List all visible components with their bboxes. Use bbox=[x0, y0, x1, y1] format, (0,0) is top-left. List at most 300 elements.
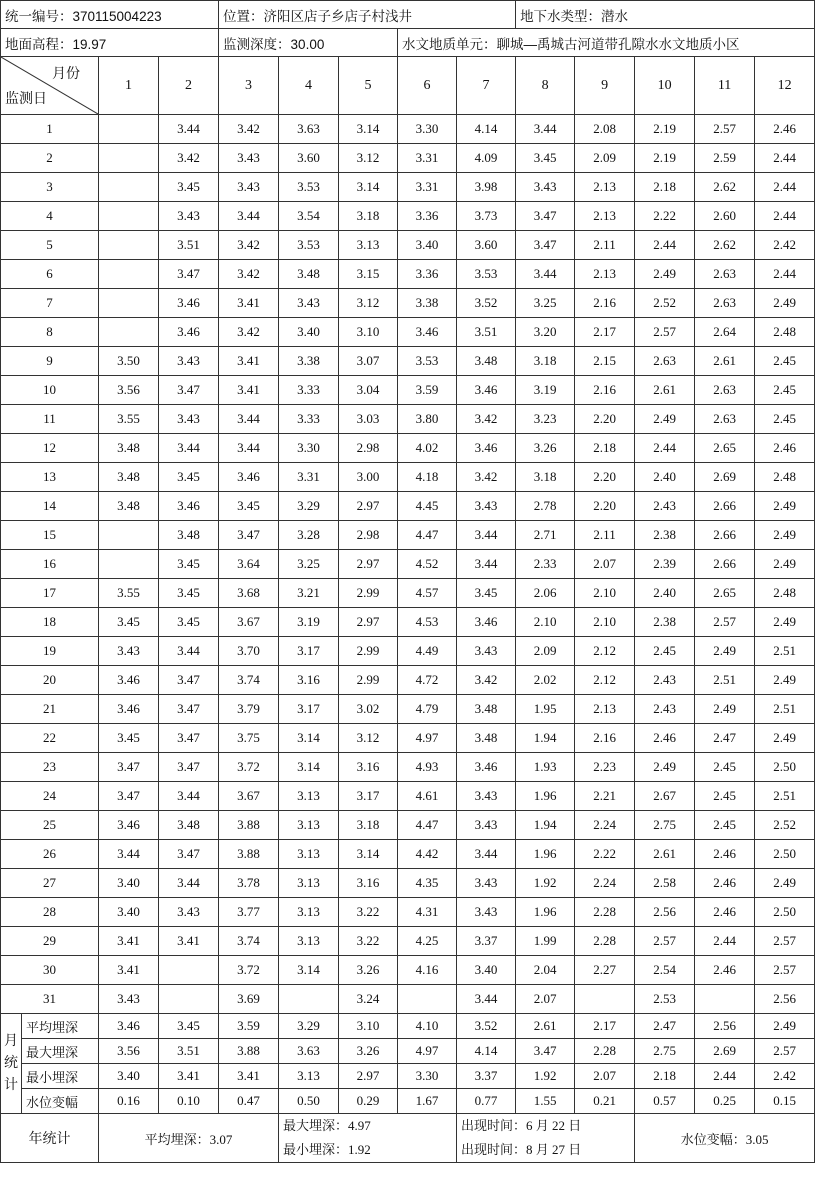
depth-cell: 1.94 bbox=[516, 724, 575, 753]
depth-cell: 2.65 bbox=[695, 434, 755, 463]
depth-cell: 2.49 bbox=[755, 608, 815, 637]
depth-cell: 1.93 bbox=[516, 753, 575, 782]
month-header-12: 12 bbox=[755, 57, 815, 115]
stat-cell: 4.97 bbox=[398, 1039, 457, 1064]
depth-cell: 2.49 bbox=[755, 289, 815, 318]
depth-cell: 2.51 bbox=[755, 637, 815, 666]
stat-cell: 0.25 bbox=[695, 1089, 755, 1114]
day-row bbox=[1, 695, 815, 724]
month-header-2: 2 bbox=[159, 57, 219, 115]
day-label: 15 bbox=[1, 521, 99, 550]
corner-month-label: 月份 bbox=[52, 67, 80, 82]
depth-cell bbox=[99, 173, 159, 202]
stat-cell: 0.16 bbox=[99, 1089, 159, 1114]
depth-cell: 3.30 bbox=[398, 115, 457, 144]
day-label: 28 bbox=[1, 898, 99, 927]
depth-cell: 2.45 bbox=[635, 637, 695, 666]
day-label: 6 bbox=[1, 260, 99, 289]
depth-cell: 3.43 bbox=[159, 898, 219, 927]
depth-cell: 2.39 bbox=[635, 550, 695, 579]
annual-stats-label: 年统计 bbox=[1, 1114, 99, 1163]
stat-cell: 2.07 bbox=[575, 1064, 635, 1089]
depth-cell: 2.43 bbox=[635, 666, 695, 695]
depth-cell: 3.74 bbox=[219, 927, 279, 956]
depth-cell: 3.45 bbox=[99, 724, 159, 753]
depth-cell: 4.93 bbox=[398, 753, 457, 782]
depth-cell: 3.41 bbox=[219, 376, 279, 405]
depth-cell: 2.98 bbox=[339, 434, 398, 463]
stat-cell: 3.30 bbox=[398, 1064, 457, 1089]
depth-cell: 3.45 bbox=[159, 608, 219, 637]
day-label: 9 bbox=[1, 347, 99, 376]
stat-cell: 3.41 bbox=[219, 1064, 279, 1089]
depth-cell: 3.47 bbox=[159, 753, 219, 782]
day-label: 14 bbox=[1, 492, 99, 521]
depth-cell: 3.47 bbox=[159, 376, 219, 405]
depth-cell: 2.45 bbox=[755, 376, 815, 405]
stat-cell: 3.10 bbox=[339, 1014, 398, 1039]
depth-cell: 3.46 bbox=[457, 608, 516, 637]
depth-cell: 3.48 bbox=[99, 434, 159, 463]
depth-cell bbox=[695, 985, 755, 1014]
depth-cell: 3.43 bbox=[457, 637, 516, 666]
month-header-5: 5 bbox=[339, 57, 398, 115]
depth-cell: 3.46 bbox=[219, 463, 279, 492]
depth-cell: 4.45 bbox=[398, 492, 457, 521]
stat-cell: 1.67 bbox=[398, 1089, 457, 1114]
day-row bbox=[1, 289, 815, 318]
depth-cell: 2.33 bbox=[516, 550, 575, 579]
depth-cell: 2.62 bbox=[695, 173, 755, 202]
depth-cell: 2.46 bbox=[695, 956, 755, 985]
depth-cell: 2.09 bbox=[516, 637, 575, 666]
stat-label: 平均埋深 bbox=[22, 1014, 99, 1039]
depth-cell: 3.68 bbox=[219, 579, 279, 608]
depth-cell: 3.51 bbox=[159, 231, 219, 260]
depth-cell: 2.13 bbox=[575, 202, 635, 231]
depth-cell: 2.61 bbox=[695, 347, 755, 376]
depth-cell: 2.49 bbox=[755, 521, 815, 550]
depth-cell: 2.46 bbox=[695, 840, 755, 869]
depth-cell: 2.63 bbox=[695, 260, 755, 289]
day-label: 18 bbox=[1, 608, 99, 637]
depth-cell: 2.45 bbox=[695, 811, 755, 840]
depth-cell: 3.60 bbox=[279, 144, 339, 173]
depth-cell: 1.92 bbox=[516, 869, 575, 898]
depth-cell: 2.49 bbox=[755, 666, 815, 695]
depth-cell: 2.49 bbox=[755, 724, 815, 753]
monthly-stat-row bbox=[1, 1014, 815, 1039]
day-row bbox=[1, 463, 815, 492]
depth-cell bbox=[99, 521, 159, 550]
depth-cell: 2.45 bbox=[755, 405, 815, 434]
depth-cell: 3.22 bbox=[339, 898, 398, 927]
depth-cell: 3.36 bbox=[398, 202, 457, 231]
depth-cell: 2.16 bbox=[575, 724, 635, 753]
depth-cell: 3.19 bbox=[279, 608, 339, 637]
depth-cell: 3.14 bbox=[279, 724, 339, 753]
depth-cell: 1.94 bbox=[516, 811, 575, 840]
depth-cell: 2.66 bbox=[695, 550, 755, 579]
depth-cell: 3.80 bbox=[398, 405, 457, 434]
stat-cell: 2.18 bbox=[635, 1064, 695, 1089]
depth-cell: 2.16 bbox=[575, 289, 635, 318]
depth-cell: 3.44 bbox=[159, 115, 219, 144]
depth-cell: 2.61 bbox=[635, 376, 695, 405]
stat-cell: 0.47 bbox=[219, 1089, 279, 1114]
depth-cell: 3.47 bbox=[99, 753, 159, 782]
depth-cell: 3.17 bbox=[279, 695, 339, 724]
depth-cell: 3.44 bbox=[457, 840, 516, 869]
depth-cell: 2.43 bbox=[635, 492, 695, 521]
header-row-1 bbox=[1, 1, 815, 29]
day-label: 29 bbox=[1, 927, 99, 956]
depth-cell: 2.53 bbox=[635, 985, 695, 1014]
depth-cell: 2.28 bbox=[575, 927, 635, 956]
day-row bbox=[1, 956, 815, 985]
annual-max-min-depth bbox=[279, 1114, 457, 1163]
depth-cell: 3.18 bbox=[516, 347, 575, 376]
depth-cell: 3.53 bbox=[279, 173, 339, 202]
depth-cell: 3.43 bbox=[159, 202, 219, 231]
depth-cell: 2.52 bbox=[755, 811, 815, 840]
day-row bbox=[1, 318, 815, 347]
depth-cell: 3.47 bbox=[516, 231, 575, 260]
depth-cell bbox=[279, 985, 339, 1014]
depth-cell: 2.44 bbox=[755, 202, 815, 231]
depth-cell: 2.62 bbox=[695, 231, 755, 260]
depth-cell: 2.49 bbox=[755, 550, 815, 579]
depth-cell: 3.46 bbox=[159, 289, 219, 318]
stat-cell: 3.59 bbox=[219, 1014, 279, 1039]
depth-cell: 2.07 bbox=[516, 985, 575, 1014]
depth-cell: 2.98 bbox=[339, 521, 398, 550]
monthly-stats-label-char: 月 bbox=[4, 1033, 18, 1049]
depth-cell: 3.12 bbox=[339, 289, 398, 318]
depth-cell: 3.45 bbox=[159, 550, 219, 579]
day-row bbox=[1, 231, 815, 260]
depth-cell: 2.97 bbox=[339, 492, 398, 521]
depth-cell: 3.46 bbox=[159, 492, 219, 521]
day-label: 3 bbox=[1, 173, 99, 202]
depth-cell: 3.44 bbox=[159, 637, 219, 666]
stat-cell: 1.92 bbox=[516, 1064, 575, 1089]
stat-cell: 2.57 bbox=[755, 1039, 815, 1064]
depth-cell: 3.41 bbox=[99, 956, 159, 985]
depth-cell: 3.48 bbox=[99, 492, 159, 521]
depth-cell: 3.25 bbox=[516, 289, 575, 318]
depth-cell: 3.14 bbox=[279, 753, 339, 782]
depth-cell: 3.44 bbox=[219, 405, 279, 434]
depth-cell: 2.45 bbox=[695, 753, 755, 782]
stat-cell: 2.44 bbox=[695, 1064, 755, 1089]
depth-cell: 2.42 bbox=[755, 231, 815, 260]
depth-cell bbox=[99, 115, 159, 144]
depth-cell: 3.37 bbox=[457, 927, 516, 956]
depth-cell: 3.46 bbox=[99, 666, 159, 695]
depth-cell: 3.10 bbox=[339, 318, 398, 347]
depth-cell: 2.56 bbox=[635, 898, 695, 927]
depth-cell: 2.48 bbox=[755, 579, 815, 608]
depth-cell: 2.63 bbox=[695, 289, 755, 318]
depth-cell: 3.55 bbox=[99, 579, 159, 608]
depth-cell: 4.18 bbox=[398, 463, 457, 492]
month-header-row bbox=[1, 57, 815, 115]
monthly-stats-label bbox=[1, 1014, 22, 1114]
depth-cell: 3.16 bbox=[279, 666, 339, 695]
day-row bbox=[1, 173, 815, 202]
stat-cell: 3.29 bbox=[279, 1014, 339, 1039]
depth-cell: 2.44 bbox=[635, 434, 695, 463]
depth-cell: 3.18 bbox=[516, 463, 575, 492]
day-label: 17 bbox=[1, 579, 99, 608]
depth-cell: 2.75 bbox=[635, 811, 695, 840]
depth-cell: 3.48 bbox=[457, 724, 516, 753]
stat-cell: 3.45 bbox=[159, 1014, 219, 1039]
depth-cell: 3.44 bbox=[516, 115, 575, 144]
stat-cell: 3.47 bbox=[516, 1039, 575, 1064]
day-row bbox=[1, 898, 815, 927]
depth-cell: 3.48 bbox=[457, 347, 516, 376]
depth-cell: 2.52 bbox=[635, 289, 695, 318]
depth-cell: 2.04 bbox=[516, 956, 575, 985]
depth-cell: 3.20 bbox=[516, 318, 575, 347]
stat-cell: 2.42 bbox=[755, 1064, 815, 1089]
depth-cell: 2.28 bbox=[575, 898, 635, 927]
depth-cell: 3.28 bbox=[279, 521, 339, 550]
depth-cell: 2.06 bbox=[516, 579, 575, 608]
month-header-4: 4 bbox=[279, 57, 339, 115]
depth-cell: 2.13 bbox=[575, 260, 635, 289]
day-row bbox=[1, 376, 815, 405]
depth-cell: 2.12 bbox=[575, 666, 635, 695]
annual-max-time: 出现时间：6 月 22 日 bbox=[461, 1118, 582, 1133]
depth-cell: 2.08 bbox=[575, 115, 635, 144]
monthly-stat-row bbox=[1, 1039, 815, 1064]
depth-cell: 3.69 bbox=[219, 985, 279, 1014]
depth-cell: 3.33 bbox=[279, 405, 339, 434]
depth-cell: 2.40 bbox=[635, 463, 695, 492]
stat-cell: 0.77 bbox=[457, 1089, 516, 1114]
month-header-7: 7 bbox=[457, 57, 516, 115]
depth-cell: 3.13 bbox=[279, 927, 339, 956]
depth-cell bbox=[575, 985, 635, 1014]
depth-cell: 3.38 bbox=[279, 347, 339, 376]
day-label: 2 bbox=[1, 144, 99, 173]
stat-cell: 0.29 bbox=[339, 1089, 398, 1114]
depth-cell: 3.45 bbox=[159, 463, 219, 492]
depth-cell: 3.14 bbox=[339, 115, 398, 144]
depth-cell: 3.43 bbox=[99, 637, 159, 666]
depth-cell: 2.44 bbox=[755, 144, 815, 173]
depth-cell: 3.47 bbox=[159, 695, 219, 724]
stat-cell: 0.10 bbox=[159, 1089, 219, 1114]
stat-cell: 2.17 bbox=[575, 1014, 635, 1039]
depth-cell bbox=[99, 202, 159, 231]
depth-cell: 3.77 bbox=[219, 898, 279, 927]
depth-cell: 3.43 bbox=[457, 782, 516, 811]
day-label: 1 bbox=[1, 115, 99, 144]
day-row bbox=[1, 579, 815, 608]
annual-water-level-range: 水位变幅：3.05 bbox=[635, 1114, 815, 1163]
depth-cell bbox=[99, 231, 159, 260]
day-label: 11 bbox=[1, 405, 99, 434]
depth-cell: 2.11 bbox=[575, 231, 635, 260]
depth-cell: 3.18 bbox=[339, 811, 398, 840]
depth-cell: 2.99 bbox=[339, 637, 398, 666]
depth-cell: 2.47 bbox=[695, 724, 755, 753]
depth-cell: 3.43 bbox=[219, 144, 279, 173]
stat-cell: 3.46 bbox=[99, 1014, 159, 1039]
depth-cell: 3.44 bbox=[516, 260, 575, 289]
day-row bbox=[1, 666, 815, 695]
depth-cell: 3.43 bbox=[457, 492, 516, 521]
depth-cell: 1.96 bbox=[516, 782, 575, 811]
depth-cell: 3.42 bbox=[457, 463, 516, 492]
stat-cell: 2.75 bbox=[635, 1039, 695, 1064]
depth-cell: 4.79 bbox=[398, 695, 457, 724]
stat-cell: 0.15 bbox=[755, 1089, 815, 1114]
depth-cell: 4.97 bbox=[398, 724, 457, 753]
day-label: 27 bbox=[1, 869, 99, 898]
depth-cell: 2.45 bbox=[755, 347, 815, 376]
depth-cell: 2.66 bbox=[695, 521, 755, 550]
depth-cell: 2.50 bbox=[755, 840, 815, 869]
day-label: 13 bbox=[1, 463, 99, 492]
depth-cell: 3.60 bbox=[457, 231, 516, 260]
depth-cell: 3.42 bbox=[219, 115, 279, 144]
depth-cell: 3.19 bbox=[516, 376, 575, 405]
depth-cell: 3.47 bbox=[159, 724, 219, 753]
depth-cell: 3.46 bbox=[457, 434, 516, 463]
depth-cell: 4.47 bbox=[398, 811, 457, 840]
depth-cell: 3.70 bbox=[219, 637, 279, 666]
depth-cell: 3.50 bbox=[99, 347, 159, 376]
day-label: 30 bbox=[1, 956, 99, 985]
monthly-stats-label-char: 统 bbox=[4, 1055, 18, 1071]
stat-cell: 2.97 bbox=[339, 1064, 398, 1089]
depth-cell: 2.13 bbox=[575, 173, 635, 202]
depth-cell: 2.20 bbox=[575, 492, 635, 521]
depth-cell: 3.56 bbox=[99, 376, 159, 405]
depth-cell: 3.16 bbox=[339, 869, 398, 898]
stat-cell: 0.21 bbox=[575, 1089, 635, 1114]
depth-cell: 4.16 bbox=[398, 956, 457, 985]
stat-cell: 0.50 bbox=[279, 1089, 339, 1114]
month-header-8: 8 bbox=[516, 57, 575, 115]
depth-cell: 4.47 bbox=[398, 521, 457, 550]
depth-cell: 3.00 bbox=[339, 463, 398, 492]
day-row bbox=[1, 840, 815, 869]
day-row bbox=[1, 347, 815, 376]
depth-cell: 3.23 bbox=[516, 405, 575, 434]
depth-cell: 3.46 bbox=[457, 753, 516, 782]
day-row bbox=[1, 608, 815, 637]
stat-cell: 0.57 bbox=[635, 1089, 695, 1114]
month-header-10: 10 bbox=[635, 57, 695, 115]
depth-cell: 3.75 bbox=[219, 724, 279, 753]
depth-cell bbox=[159, 956, 219, 985]
month-header-11: 11 bbox=[695, 57, 755, 115]
day-row bbox=[1, 405, 815, 434]
stat-cell: 3.40 bbox=[99, 1064, 159, 1089]
depth-cell bbox=[99, 289, 159, 318]
depth-cell: 2.58 bbox=[635, 869, 695, 898]
depth-cell: 3.13 bbox=[279, 840, 339, 869]
depth-cell: 2.57 bbox=[755, 956, 815, 985]
depth-cell: 3.41 bbox=[219, 289, 279, 318]
depth-cell: 3.98 bbox=[457, 173, 516, 202]
depth-cell: 3.53 bbox=[398, 347, 457, 376]
depth-cell: 2.18 bbox=[575, 434, 635, 463]
annual-occurrence-times bbox=[457, 1114, 635, 1163]
depth-cell: 3.44 bbox=[457, 521, 516, 550]
depth-cell: 3.33 bbox=[279, 376, 339, 405]
depth-cell: 3.15 bbox=[339, 260, 398, 289]
depth-cell: 2.17 bbox=[575, 318, 635, 347]
groundwater-type: 地下水类型：潜水 bbox=[516, 1, 815, 29]
day-label: 8 bbox=[1, 318, 99, 347]
day-label: 20 bbox=[1, 666, 99, 695]
monthly-stat-row bbox=[1, 1064, 815, 1089]
depth-cell: 2.66 bbox=[695, 492, 755, 521]
depth-cell bbox=[99, 550, 159, 579]
depth-cell: 3.47 bbox=[516, 202, 575, 231]
depth-cell: 2.61 bbox=[635, 840, 695, 869]
depth-cell: 3.79 bbox=[219, 695, 279, 724]
depth-cell: 3.42 bbox=[219, 318, 279, 347]
stat-cell: 3.51 bbox=[159, 1039, 219, 1064]
corner-cell bbox=[1, 57, 99, 115]
depth-cell: 2.46 bbox=[695, 869, 755, 898]
depth-cell: 4.57 bbox=[398, 579, 457, 608]
depth-cell: 2.16 bbox=[575, 376, 635, 405]
depth-cell bbox=[99, 260, 159, 289]
depth-cell: 2.51 bbox=[695, 666, 755, 695]
depth-cell: 3.36 bbox=[398, 260, 457, 289]
day-row bbox=[1, 521, 815, 550]
depth-cell: 3.43 bbox=[219, 173, 279, 202]
depth-cell: 2.97 bbox=[339, 608, 398, 637]
depth-cell: 3.07 bbox=[339, 347, 398, 376]
depth-cell: 2.57 bbox=[635, 927, 695, 956]
stat-cell: 3.37 bbox=[457, 1064, 516, 1089]
depth-cell: 2.49 bbox=[695, 637, 755, 666]
depth-cell: 3.17 bbox=[339, 782, 398, 811]
depth-cell: 1.96 bbox=[516, 898, 575, 927]
corner-day-label: 监测日 bbox=[5, 92, 47, 107]
depth-cell: 3.04 bbox=[339, 376, 398, 405]
depth-cell: 2.12 bbox=[575, 637, 635, 666]
depth-cell: 3.59 bbox=[398, 376, 457, 405]
depth-cell: 2.67 bbox=[635, 782, 695, 811]
depth-cell: 3.88 bbox=[219, 811, 279, 840]
day-label: 24 bbox=[1, 782, 99, 811]
stat-cell: 3.88 bbox=[219, 1039, 279, 1064]
depth-cell: 3.55 bbox=[99, 405, 159, 434]
depth-cell: 2.63 bbox=[695, 376, 755, 405]
day-label: 22 bbox=[1, 724, 99, 753]
day-row bbox=[1, 144, 815, 173]
depth-cell: 4.53 bbox=[398, 608, 457, 637]
month-header-1: 1 bbox=[99, 57, 159, 115]
header-row-2 bbox=[1, 29, 815, 57]
day-label: 23 bbox=[1, 753, 99, 782]
day-label: 19 bbox=[1, 637, 99, 666]
day-row bbox=[1, 434, 815, 463]
depth-cell: 3.13 bbox=[279, 782, 339, 811]
depth-cell: 2.78 bbox=[516, 492, 575, 521]
